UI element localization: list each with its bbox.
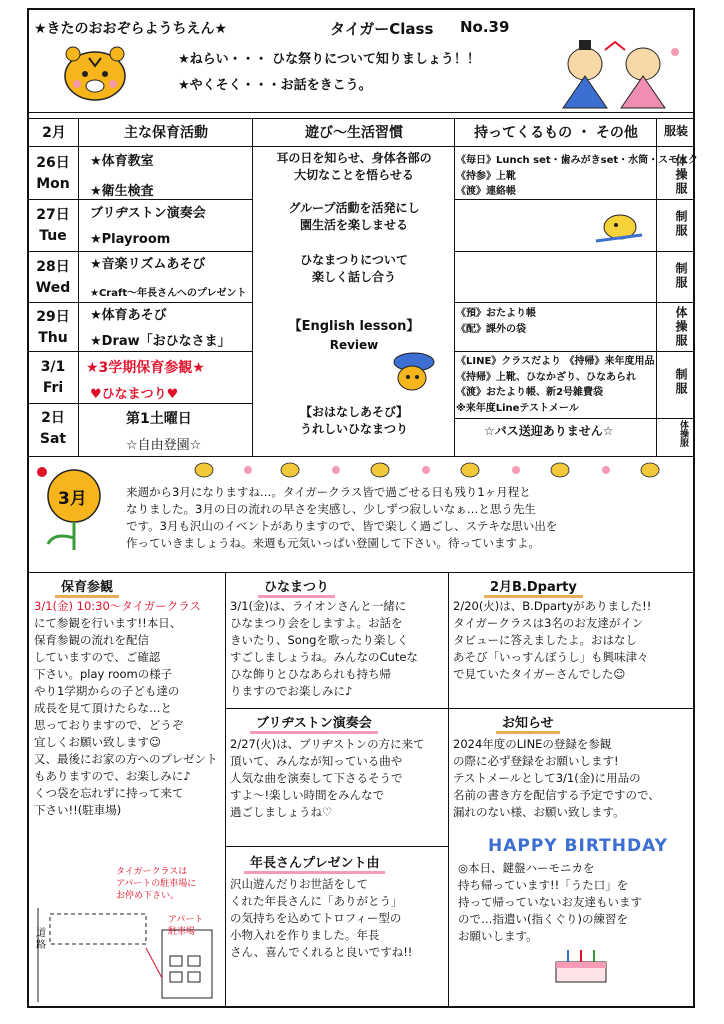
uniform-26: 体操服	[674, 154, 688, 196]
present-title: 年長さんプレゼント由	[244, 852, 385, 874]
happy-birthday-text: HAPPY BIRTHDAY	[488, 836, 668, 856]
party-title: 2月B.Dparty	[484, 576, 583, 598]
activity-28-2: ★Craft～年長さんへのプレゼント	[90, 288, 247, 299]
school-name: ★きたのおおぞらようちえん★	[34, 21, 228, 37]
oshirase-text: 2024年度のLINEの登録を参観 の際に必ず登録をお願いします! テストメールとして3/1(金)に用品の 名前の書き方を配信する予定ですので、 漏れのない様、お願い致します。	[453, 737, 660, 819]
present-text: 沢山遊んだりお世話をして くれた年長さんに「ありがとう」 の気持ちを込めてトロフィー型の 小物入れを作りました。年長 さん、喜んでくれると良いですね!!	[230, 877, 413, 959]
notice-text: ◎本日、鍵盤ハーモニカを 持ち帰っています!!「うた口」を 持って帰っていないお友達もいます ので…指遣い(指くぐり)の練習を お願いします。	[458, 861, 642, 943]
play-item-1: 耳の日を知らせ、身体各部の 大切なことを悟らせる	[276, 151, 432, 183]
day-28: 28日 Wed	[35, 259, 71, 296]
uniform-29: 体操服	[674, 306, 688, 348]
play-item-3: ひなまつりについて 楽しく話し合う	[300, 253, 408, 285]
activity-28-1: ★音楽リズムあそび	[90, 257, 206, 272]
activity-26-1: ★体育教室	[90, 154, 154, 169]
hina-text: 3/1(金)は、ライオンさんと一緒に ひなまつり会をしますよ。お話を きいたり、Songを歌ったり楽しく すごしましょうね。みんなのCuteな ひな飾りとひなあられも持ち帰 りますのでお楽しみに♪	[230, 599, 418, 698]
activity-29-1: ★体育あそび	[90, 308, 167, 323]
bridgestone-title: ブリヂストン演奏会	[250, 712, 378, 734]
birthday-cake-illustration	[548, 944, 614, 984]
activity-mar2-2: ☆自由登園☆	[126, 438, 202, 453]
hina-dolls-illustration	[545, 38, 685, 110]
activity-29-2: ★Draw「おひなさま」	[90, 334, 231, 349]
month-header: 2月	[42, 125, 66, 141]
tiger-mascot-illustration	[55, 40, 135, 104]
uniform-27: 制服	[674, 210, 688, 238]
uniform-header: 服装	[663, 124, 688, 138]
bring-sat: ☆バス送迎ありません☆	[484, 424, 614, 438]
sankan-title: 保育参観	[55, 576, 119, 598]
intro-text: 来週から3月になりますね…。タイガークラス皆で過ごせる日も残り1ヶ月程と なりました。3月の日の流れの早さを実感し、少しずつ寂しいなぁ…と思う先生 です。3月も沢山のイベントがありますので、皆で楽しく過ごし、ステキな思い出を 作っていきましょうね。来週も元気いっぱい登園して下さい。待っていますよ。	[126, 485, 558, 550]
party-text: 2/20(火)は、B.Dpartyがありました!! タイガークラスは3名のお友達がイン タビューに答えましたよ。おはなし あそび「いっすんぼうし」も興味津々 で見ていたタイガーさんでした☺	[453, 599, 652, 681]
promise-text: ★やくそく・・・お話をきこう。	[178, 78, 372, 93]
activity-26-2: ★衛生検査	[90, 184, 154, 199]
month-badge: 3月	[58, 489, 87, 509]
activity-mar1-1: ★3学期保育参観★	[86, 360, 205, 376]
day-27: 27日 Tue	[36, 207, 70, 244]
day-29: 29日 Thu	[36, 309, 70, 346]
play-item-4: 【English lesson】 Review	[288, 319, 420, 352]
map-apartment-label: アパート	[168, 915, 204, 925]
goal-text: ★ねらい・・・ ひな祭りについて知りましょう！！	[178, 52, 480, 67]
day-mar1: 3/1 Fri	[40, 359, 66, 396]
activity-27-1: ブリヂストン演奏会	[90, 206, 206, 221]
tiger-hat-illustration	[388, 350, 440, 396]
activity-mar1-2: ♥ひなまつり♥	[90, 387, 179, 402]
bridgestone-text: 2/27(火)は、ブリヂストンの方に来て 頂いて、みんなが知っている曲や 人気な曲を演奏して下さるそうで すよ～!楽しい時間をみんなで 過ごしましょうね♡	[230, 737, 425, 819]
uniform-mar1: 制服	[674, 368, 688, 396]
issue-number: No.39	[460, 18, 510, 36]
activity-mar2-1: 第1土曜日	[126, 411, 192, 427]
activities-header: 主な保育活動	[124, 125, 208, 141]
map-parking-label: 駐車場	[168, 927, 196, 937]
activity-27-2: ★Playroom	[90, 232, 171, 247]
map-road-label: 道路	[36, 928, 46, 951]
bring-header: 持ってくるもの ・ その他	[474, 125, 638, 141]
oshirase-title: お知らせ	[496, 712, 560, 734]
class-name: タイガーClass	[330, 20, 434, 38]
play-header: 遊び～生活習慣	[305, 125, 403, 141]
day-mar2: 2日 Sat	[39, 410, 67, 447]
uniform-28: 制服	[674, 262, 688, 290]
hina-title: ひなまつり	[258, 576, 335, 598]
bring-thu: 《預》おたより帳 《配》課外の袋	[456, 308, 536, 335]
play-item-2: グループ活動を活発にし 園生活を楽しませる	[288, 201, 420, 233]
butterflies-decoration	[190, 458, 680, 482]
bring-mon: 《毎日》Lunch set・歯みがきset・水筒・スモック 《持参》上靴 《渡》連絡帳	[456, 155, 698, 197]
parking-note: タイガークラスは アパートの駐車場に お停め下さい。	[116, 867, 197, 901]
sankan-text: 3/1(金) 10:30～タイガークラス にて参観を行います!!本日、 保育参観の流れを配信 していますので、ご確認 下さい。play roomの様子 やり1学期からの子ども達の 成長を見て頂けたらな…と 思っておりますので、どうぞ 宜しくお願い致します☺ 又、最後にお家の方へのプレゼント もありますので、お楽しみに♪ くつ袋を忘れずに持って来て 下さい!!(駐車場)	[34, 599, 218, 817]
bring-fri: 《LINE》クラスだより 《持帰》来年度用品 《持帰》上靴、ひなかざり、ひなあられ 《渡》おたより帳、新2号雑費袋 ※来年度Lineテストメール	[456, 356, 655, 414]
day-26: 26日 Mon	[36, 155, 70, 192]
play-item-5: 【おはなしあそび】 うれしいひなまつり	[299, 405, 408, 437]
bird-illustration	[592, 205, 646, 245]
uniform-mar2: 体操服	[678, 420, 688, 447]
